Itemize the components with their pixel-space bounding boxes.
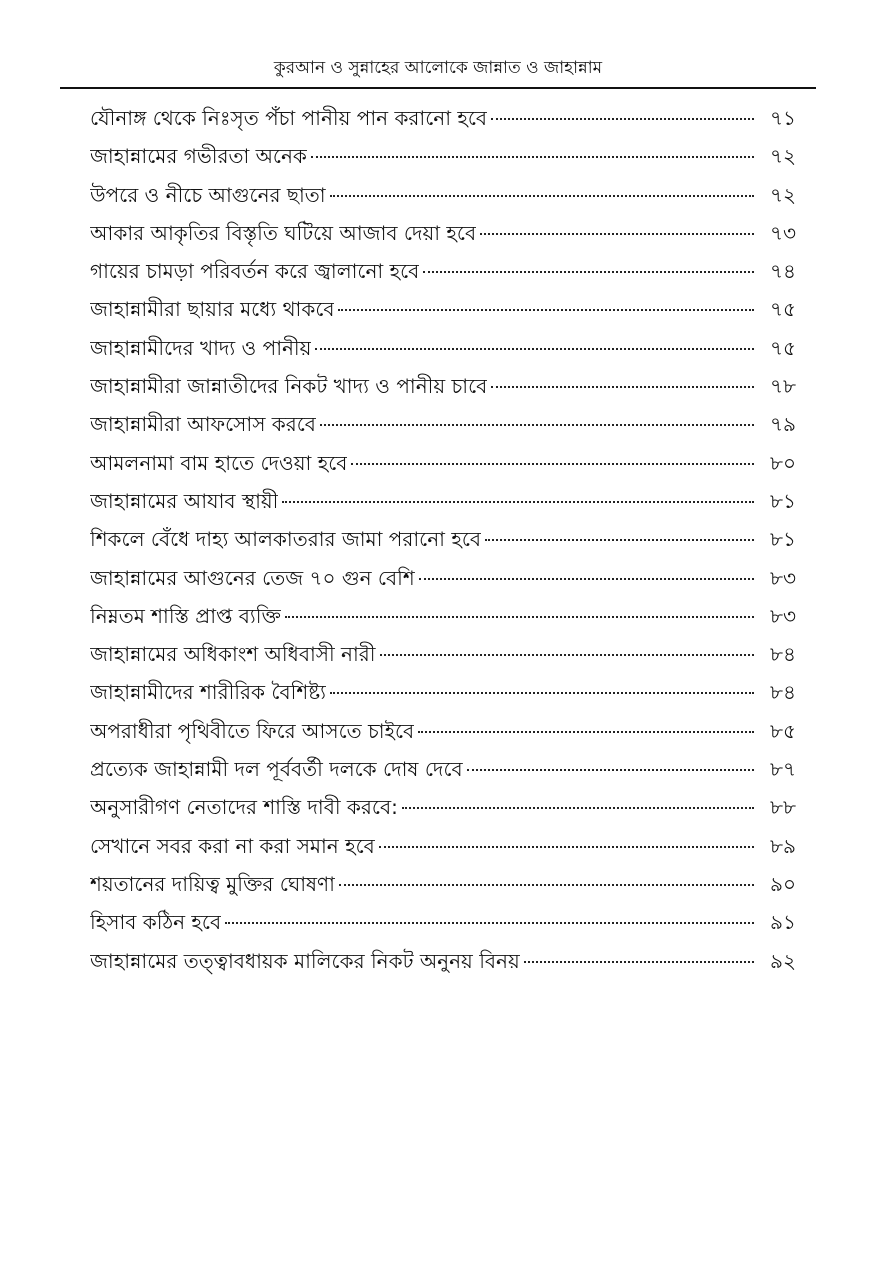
toc-entry-page: ৯০ [770, 871, 796, 896]
toc-entry-title: শয়তানের দায়িত্ব মুক্তির ঘোষণা [90, 871, 335, 896]
toc-entry-title: প্রত্যেক জাহান্নামী দল পূর্ববর্তী দলকে দোষ দেবে [90, 757, 463, 782]
toc-entry-title: জাহান্নামের গভীরতা অনেক [90, 144, 307, 169]
toc-entry-page: ৭১ [770, 106, 796, 130]
dot-leader [351, 463, 754, 465]
toc-entry-title: জাহান্নামের আগুনের তেজ ৭০ গুন বেশি [90, 565, 415, 590]
toc-entry-page: ৮৩ [770, 565, 796, 590]
toc-entry-page: ৭৫ [770, 335, 796, 360]
toc-entry-title: জাহান্নামের অধিকাংশ অধিবাসী নারী [90, 642, 376, 667]
dot-leader [225, 922, 754, 924]
dot-leader [285, 616, 754, 618]
dot-leader [379, 846, 754, 848]
toc-entry-title: হিসাব কঠিন হবে [90, 910, 222, 935]
toc-entry [90, 942, 796, 980]
table-of-contents [90, 99, 796, 980]
dot-leader [423, 271, 754, 273]
toc-entry-title: জাহান্নামীদের শারীরিক বৈশিষ্ট্য [90, 680, 326, 705]
toc-entry-title: গায়ের চামড়া পরিবর্তন করে জ্বালানো হবে [90, 259, 420, 284]
dot-leader [320, 424, 754, 426]
dot-leader [480, 233, 754, 235]
toc-entry [90, 444, 796, 482]
dot-leader [491, 386, 754, 388]
toc-entry-page: ৮১ [770, 488, 796, 513]
toc-entry-title: সেখানে সবর করা না করা সমান হবে [90, 833, 375, 858]
toc-entry-page: ৮৯ [770, 833, 796, 858]
toc-entry-page: ৭৯ [770, 412, 796, 437]
toc-entry [90, 137, 796, 175]
dot-leader [330, 195, 754, 197]
toc-entry-page: ৭৫ [770, 297, 796, 322]
toc-entry [90, 597, 796, 635]
toc-entry-page: ৮৪ [770, 642, 796, 667]
dot-leader [485, 539, 754, 541]
toc-entry [90, 176, 796, 214]
toc-entry-title: নিম্নতম শাস্তি প্রাপ্ত ব্যক্তি [90, 603, 281, 628]
toc-entry-page: ৮০ [770, 450, 796, 475]
dot-leader [467, 769, 754, 771]
toc-entry-title: উপরে ও নীচে আগুনের ছাতা [90, 182, 326, 207]
dot-leader [339, 884, 754, 886]
dot-leader [338, 309, 754, 311]
dot-leader [315, 348, 754, 350]
dot-leader [524, 961, 754, 963]
header-rule [60, 87, 816, 89]
toc-entry-page: ৮১ [770, 527, 796, 552]
toc-entry [90, 252, 796, 290]
dot-leader [311, 156, 754, 158]
running-header: কুরআন ও সুন্নাহের আলোকে জান্নাত ও জাহান্নাম [273, 58, 603, 78]
toc-entry-page: ৭২ [769, 182, 796, 207]
dot-leader [282, 501, 754, 503]
dot-leader [418, 731, 754, 733]
toc-entry [90, 827, 796, 865]
toc-entry-title: জাহান্নামের তত্ত্বাবধায়ক মালিকের নিকট অনুনয় বিনয় [90, 948, 520, 973]
toc-entry [90, 712, 796, 750]
toc-entry-title: জাহান্নামের আযাব স্থায়ী [90, 488, 279, 513]
dot-leader [491, 118, 754, 120]
toc-entry [90, 520, 796, 558]
toc-entry [90, 329, 796, 367]
toc-entry-page: ৮৪ [770, 680, 796, 705]
toc-entry [90, 559, 796, 597]
toc-entry-page: ৮৩ [770, 603, 796, 628]
toc-entry-title: যৌনাঙ্গ থেকে নিঃসৃত পঁচা পানীয় পান করানো হবে [90, 106, 488, 130]
dot-leader [330, 692, 754, 694]
toc-entry [90, 214, 796, 252]
toc-entry-page: ৭৮ [770, 374, 796, 399]
toc-entry [90, 788, 796, 826]
toc-entry-page: ৭২ [769, 144, 796, 169]
dot-leader [419, 578, 754, 580]
toc-entry-title: আমলনামা বাম হাতে দেওয়া হবে [90, 450, 348, 475]
toc-entry [90, 290, 796, 328]
dot-leader [380, 654, 755, 656]
toc-entry-title: জাহান্নামীরা ছায়ার মধ্যে থাকবে [90, 297, 335, 322]
toc-entry [90, 405, 796, 443]
toc-entry-page: ৮৭ [770, 757, 796, 782]
toc-entry [90, 865, 796, 903]
toc-entry-page: ৮৮ [770, 795, 796, 820]
toc-entry-page: ৭৩ [769, 220, 796, 245]
toc-entry [90, 482, 796, 520]
toc-entry-page: ৯২ [770, 948, 796, 973]
toc-entry-title: অপরাধীরা পৃথিবীতে ফিরে আসতে চাইবে [90, 718, 415, 743]
toc-entry-title: জাহান্নামীদের খাদ্য ও পানীয় [90, 335, 312, 360]
toc-entry-title: আকার আকৃতির বিস্তৃতি ঘটিয়ে আজাব দেয়া হবে [90, 220, 477, 245]
toc-entry-page: ৯১ [770, 910, 796, 935]
toc-entry-page: ৭৪ [770, 259, 796, 284]
toc-entry [90, 750, 796, 788]
toc-entry [90, 99, 796, 137]
dot-leader [402, 807, 754, 809]
toc-entry [90, 903, 796, 941]
toc-entry-title: শিকলে বেঁধে দাহ্য আলকাতরার জামা পরানো হবে [90, 527, 481, 552]
toc-entry-page: ৮৫ [770, 718, 796, 743]
toc-entry [90, 635, 796, 673]
toc-entry-title: জাহান্নামীরা আফসোস করবে [90, 412, 316, 437]
toc-entry [90, 673, 796, 711]
toc-entry-title: অনুসারীগণ নেতাদের শাস্তি দাবী করবে: [90, 795, 398, 820]
toc-entry-title: জাহান্নামীরা জান্নাতীদের নিকট খাদ্য ও পানীয় চাবে [90, 374, 488, 399]
toc-entry [90, 367, 796, 405]
